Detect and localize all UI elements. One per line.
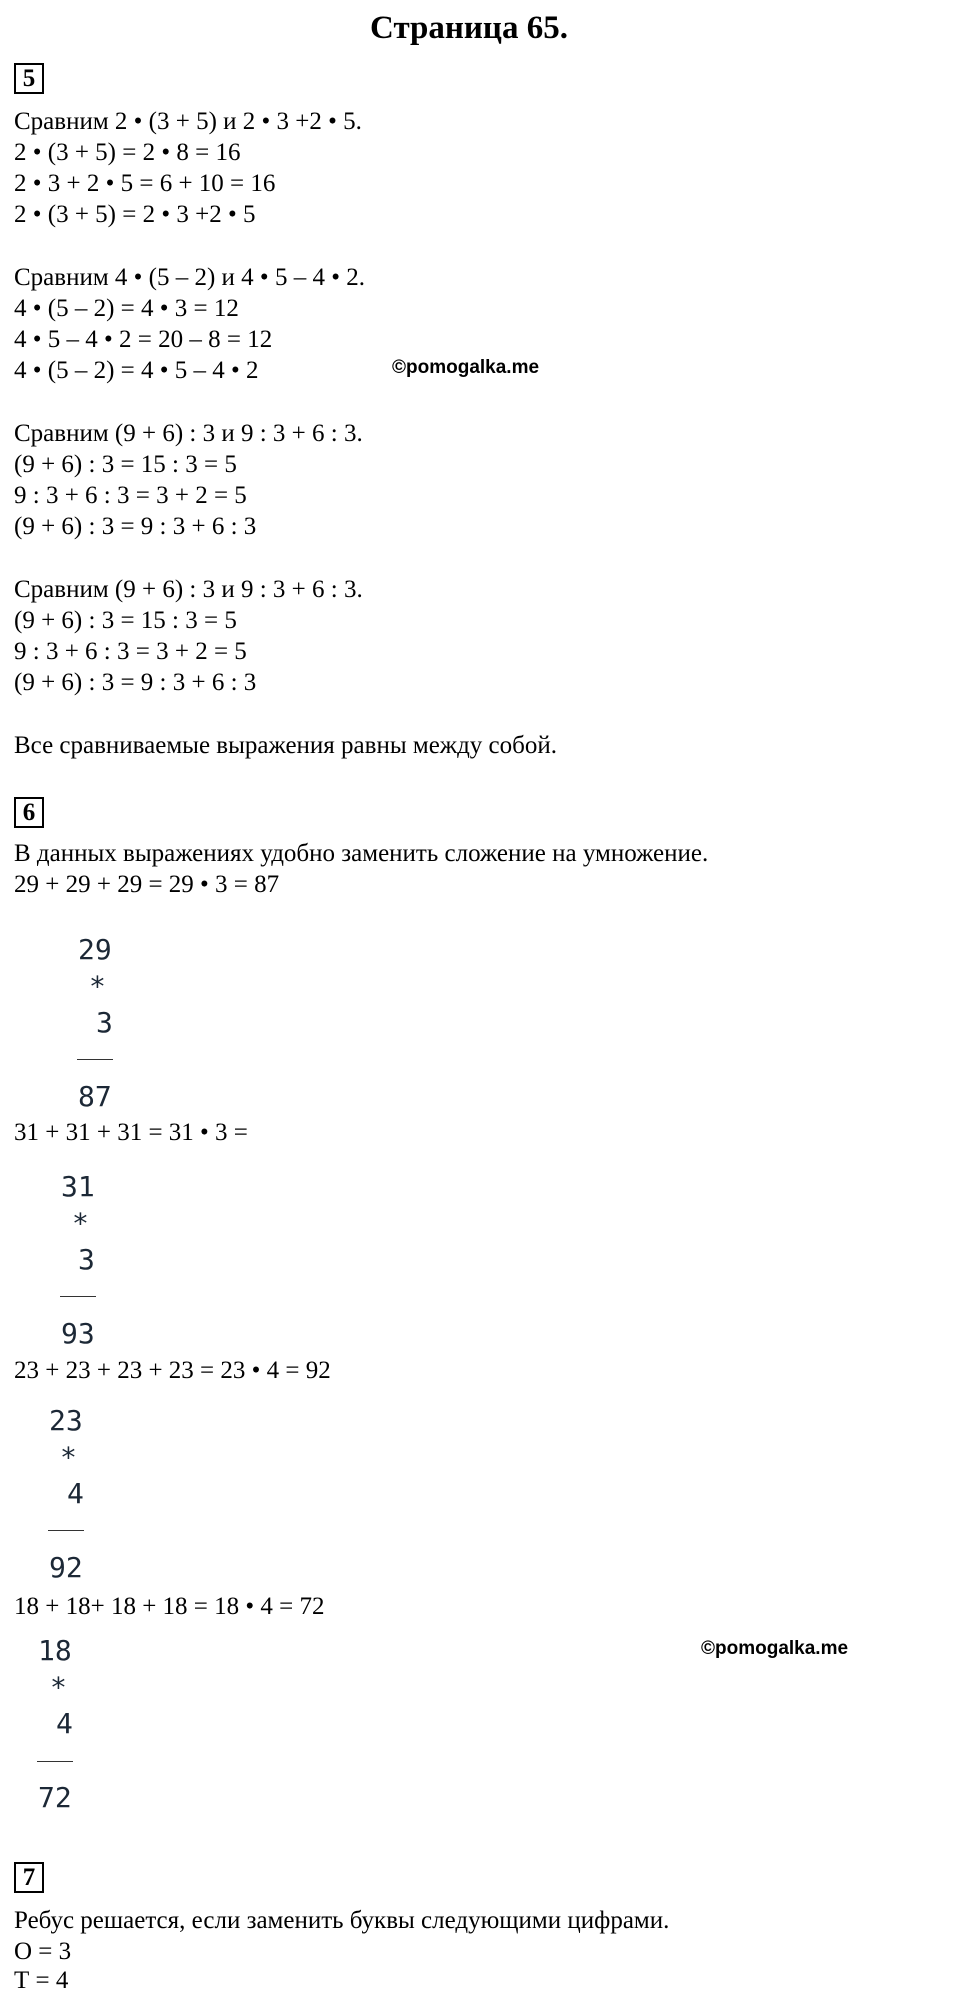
- task-5-block-1-line-2: 2 • (3 + 5) = 2 • 8 = 16: [14, 139, 241, 166]
- task-5-block-2-line-2: 4 • (5 – 2) = 4 • 3 = 12: [14, 295, 239, 322]
- task-5-block-2-line-3: 4 • 5 – 4 • 2 = 20 – 8 = 12: [14, 326, 273, 353]
- task-5-block-3-line-1: Сравним (9 + 6) : 3 и 9 : 3 + 6 : 3.: [14, 420, 363, 447]
- calc-3-bottom-number: 4: [67, 1477, 84, 1510]
- task-5-block-3-line-4: (9 + 6) : 3 = 9 : 3 + 6 : 3: [14, 513, 257, 540]
- calc-4-multiply-sign: *: [50, 1671, 67, 1704]
- calc-1-top-number: 29: [78, 933, 112, 966]
- task-5-number-box: 5: [14, 63, 44, 94]
- calc-1-multiply-sign: *: [89, 970, 106, 1003]
- task-6-number-box: 6: [14, 797, 44, 828]
- calc-1-result-line: [77, 1059, 113, 1060]
- task-5-block-1-line-1: Сравним 2 • (3 + 5) и 2 • 3 +2 • 5.: [14, 108, 362, 135]
- task-5-block-1-line-4: 2 • (3 + 5) = 2 • 3 +2 • 5: [14, 201, 256, 228]
- calc-2-bottom-number: 3: [78, 1243, 95, 1276]
- task-5-block-2-line-1: Сравним 4 • (5 – 2) и 4 • 5 – 4 • 2.: [14, 264, 365, 291]
- calc-3-result-line: [48, 1530, 84, 1531]
- task-6-intro: В данных выражениях удобно заменить сложение на умножение.: [14, 840, 709, 867]
- calc-3-result: 92: [49, 1551, 83, 1584]
- calc-2-result: 93: [61, 1317, 95, 1350]
- task-7-line-2: Т = 4: [14, 1967, 69, 1994]
- task-7-intro: Ребус решается, если заменить буквы следующими цифрами.: [14, 1907, 670, 1934]
- calc-4-result: 72: [38, 1781, 72, 1814]
- task-5-block-3-line-2: (9 + 6) : 3 = 15 : 3 = 5: [14, 451, 237, 478]
- task-5-block-4-line-1: Сравним (9 + 6) : 3 и 9 : 3 + 6 : 3.: [14, 576, 363, 603]
- page-title: Страница 65.: [370, 10, 568, 46]
- calc-2-top-number: 31: [61, 1170, 95, 1203]
- calc-3-multiply-sign: *: [60, 1441, 77, 1474]
- task-5-block-4-line-2: (9 + 6) : 3 = 15 : 3 = 5: [14, 607, 237, 634]
- calc-4-top-number: 18: [38, 1634, 72, 1667]
- task-6-equation-3: 23 + 23 + 23 + 23 = 23 • 4 = 92: [14, 1357, 331, 1384]
- calc-1-result: 87: [78, 1080, 112, 1113]
- task-7-line-1: О = 3: [14, 1938, 72, 1965]
- task-5-block-3-line-3: 9 : 3 + 6 : 3 = 3 + 2 = 5: [14, 482, 247, 509]
- calc-3-top-number: 23: [49, 1404, 83, 1437]
- watermark-2: ©pomogalka.me: [701, 1638, 849, 1659]
- calc-2-result-line: [60, 1296, 96, 1297]
- task-6-equation-2: 31 + 31 + 31 = 31 • 3 =: [14, 1119, 248, 1146]
- task-6-equation-1: 29 + 29 + 29 = 29 • 3 = 87: [14, 871, 280, 898]
- task-6-equation-4: 18 + 18+ 18 + 18 = 18 • 4 = 72: [14, 1593, 325, 1620]
- calc-2-multiply-sign: *: [72, 1207, 89, 1240]
- watermark-1: ©pomogalka.me: [392, 357, 540, 378]
- calc-1-bottom-number: 3: [96, 1006, 113, 1039]
- calc-4-result-line: [37, 1761, 73, 1762]
- task-7-number-box: 7: [14, 1862, 44, 1893]
- task-5-conclusion: Все сравниваемые выражения равны между собой.: [14, 732, 557, 759]
- task-5-block-4-line-3: 9 : 3 + 6 : 3 = 3 + 2 = 5: [14, 638, 247, 665]
- task-5-block-4-line-4: (9 + 6) : 3 = 9 : 3 + 6 : 3: [14, 669, 257, 696]
- calc-4-bottom-number: 4: [56, 1707, 73, 1740]
- task-5-block-1-line-3: 2 • 3 + 2 • 5 = 6 + 10 = 16: [14, 170, 276, 197]
- task-5-block-2-line-4: 4 • (5 – 2) = 4 • 5 – 4 • 2: [14, 357, 259, 384]
